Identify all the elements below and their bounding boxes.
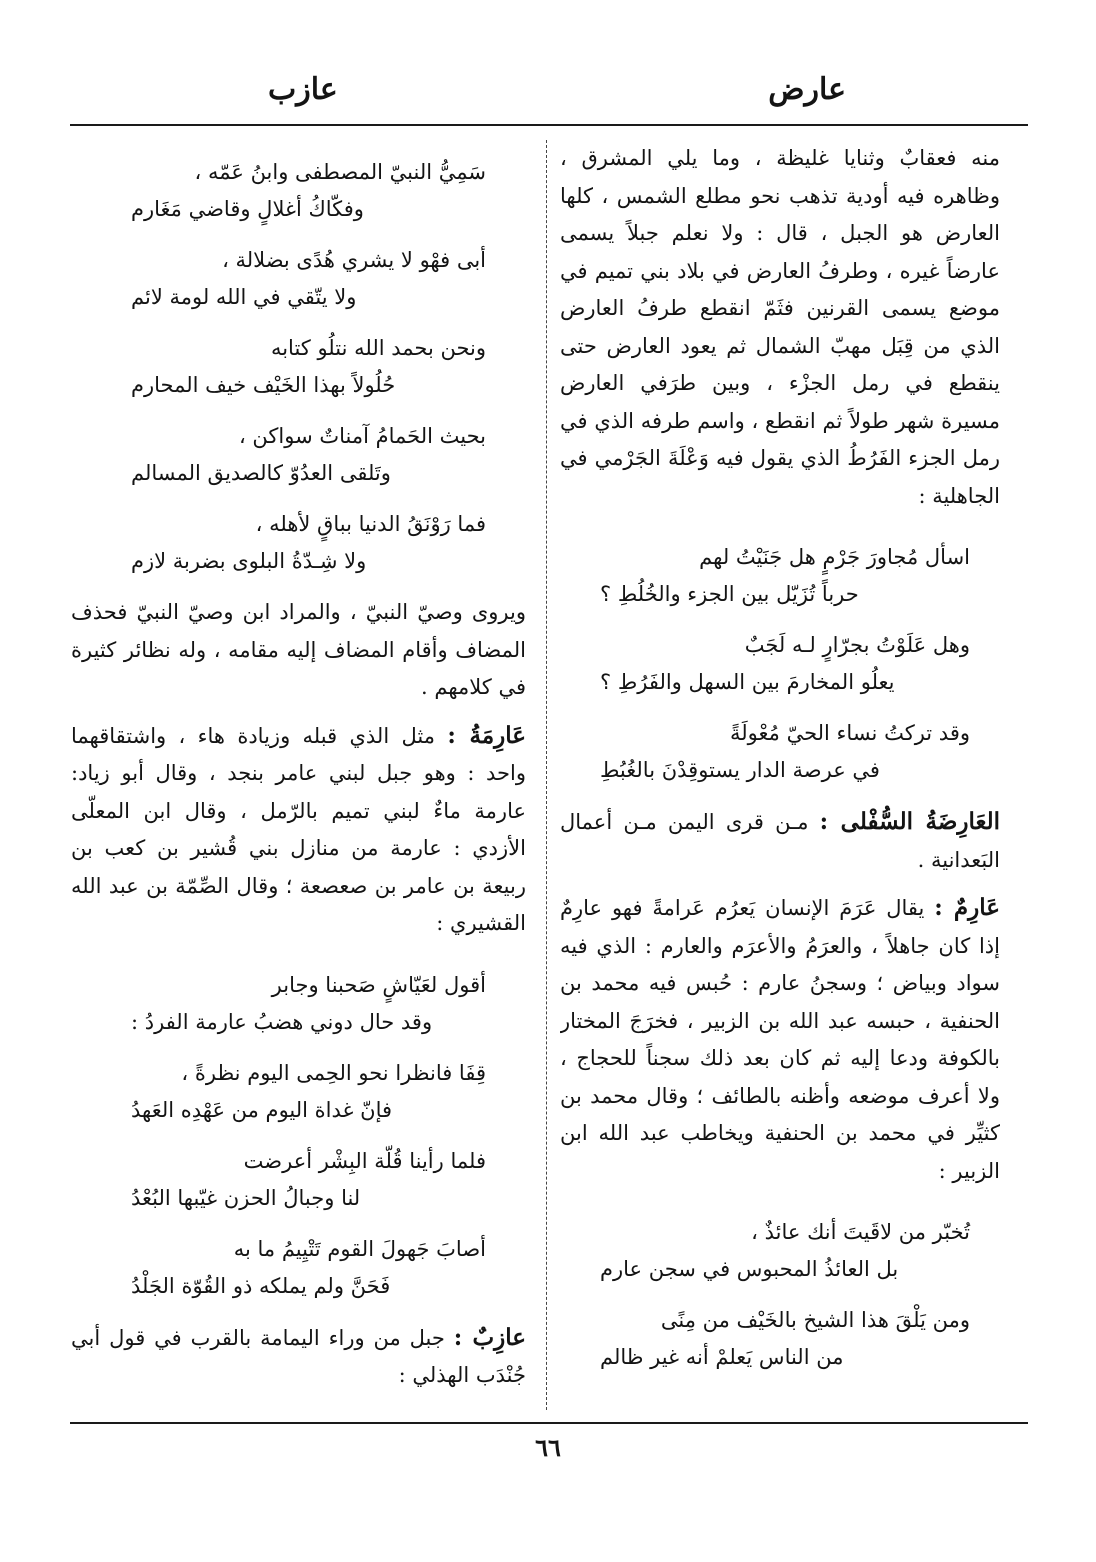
prose-paragraph: ويروى وصيّ النبيّ ، والمراد ابن وصيّ النبيّ فحذف المضاف وأقام المضاف إليه مقامه ، وله نظائر كثيرة في كلامهم . [71,600,526,699]
entry-spacer [560,1190,1000,1200]
verse-first-hemistich: تُخبّر من لاقَيتَ أنك عائذٌ ، [751,1220,970,1244]
dictionary-entry [560,889,1000,1190]
verse [71,154,526,228]
right-column [560,140,1000,1410]
entry-definition: مـن قرى اليمن مـن أعمال البَعدانية . [560,810,1000,872]
verse-second-hemistich: بل العائذُ المحبوس في سجن عارم [600,1257,899,1281]
entry-spacer [560,879,1000,889]
verse-first-hemistich: فما رَوْنَقُ الدنيا بباقٍ لأهله ، [255,512,486,536]
verse [560,1302,1000,1376]
running-header-left: عازب [268,72,338,107]
verse-first-hemistich: بحيث الحَمامُ آمناتٌ سواكن ، [238,424,486,448]
bottom-rule [70,1422,1028,1424]
verse-second-hemistich: وفكّاكُ أغلالٍ وقاضي مَغَارم [131,197,364,221]
verse-second-hemistich: فإنّ غداة اليوم من عَهْدِه العَهدُ [131,1097,393,1122]
entry-spacer [71,1395,526,1405]
page-number: ٦٦ [535,1433,561,1462]
running-header-right: عارض [768,72,846,107]
verse [560,539,1000,613]
verse [71,1143,526,1217]
verse [71,506,526,580]
entry-headword: العَارِضَةُ السُّفْلى : [819,808,1000,835]
dictionary-entry [560,803,1000,879]
verse-second-hemistich: وتَلقى العدُوّ كالصديق المسالم [131,461,391,485]
verse-first-hemistich: أصابَ جَهولَ القوم تَتْيِيمُ ما به [233,1236,486,1261]
entry-definition: يقال عَرَمَ الإنسان يَعرُم عَرامةً فهو عارِمٌ إذا كان جاهلاً ، والعرَمُ والأعرَم والعارم : الذي فيه سواد وبياض ؛ وسجنُ عارم : حُبس فيه محمد بن الحنفية ، حبسه عبد الله بن الزبير ، فخرَجَ المختار بالكوفة ودعا إليه ثم كان بعد ذلك سجناً للحجاج ، ولا أعرف موضعه وأظنه بالطائف ؛ وقال محمد بن كثيِّر في محمد بن الحنفية ويخاطب عبد الله ابن الزبير : [560,896,1000,1183]
verse-second-hemistich: حُلُولاً بهذا الخَيْف خيف المحارم [131,373,396,397]
verse-second-hemistich: من الناس يَعلمْ أنه غير ظالم [600,1345,844,1369]
verse-second-hemistich: في عرصة الدار يستوقِدْنَ بالغُبُطِ [600,758,880,782]
verse [71,967,526,1041]
verse [71,1055,526,1129]
paragraph-spacer [560,515,1000,525]
entry-headword: عَارِمٌ : [934,894,1000,921]
paragraph-spacer [71,707,526,717]
entry-definition: جبل من وراء اليمامة بالقرب في قول أبي جُنْدَب الهذلي : [71,1325,526,1387]
verse-first-hemistich: ومن يَلْقَ هذا الشيخ بالخَيْف من مِنًى [660,1308,970,1332]
verse [560,715,1000,789]
verse-second-hemistich: ولا شِـدّةُ البلوى بضربة لازم [131,549,367,573]
top-rule [70,124,1028,126]
verse [560,1214,1000,1288]
verse-first-hemistich: سَمِيُّ النبيّ المصطفى وابنُ عَمّه ، [194,160,486,184]
dictionary-entry [71,1319,526,1395]
verse-first-hemistich: قِفَا فانظرا نحو الحِمى اليوم نظرةً ، [181,1060,486,1085]
verse-first-hemistich: وقد تركتُ نساء الحيّ مُعْولَةً [730,721,970,745]
verse-first-hemistich: أقول لعَيّاشٍ صَحبنا وجابر [271,972,486,997]
verse [71,242,526,316]
verse [560,627,1000,701]
column-divider [546,140,547,1410]
verse-first-hemistich: ونحن بحمد الله نتلُو كتابه [270,336,486,360]
verse [71,418,526,492]
verse [71,330,526,404]
verse-first-hemistich: فلما رأينا قُلّة البِشْر أعرضت [243,1148,486,1173]
verse-second-hemistich: حرباً تُزَيّل بين الجزء والخُلُطِ ؟ [600,582,859,606]
verse-second-hemistich: وقد حال دوني هضبُ عارمة الفردُ : [131,1009,433,1034]
verse-first-hemistich: وهل عَلَوْتُ بجرّارٍ لـه لَجَبٌ [744,633,970,657]
entry-spacer [71,943,526,953]
verse [71,1231,526,1305]
entry-definition: مثل الذي قبله وزيادة هاء ، واشتقاقهما واحد : وهو جبل لبني عامر بنجد ، وقال أبو زياد: عارمة ماءٌ لبني تميم بالرّمل ، وقال ابن المعلّى الأزدي : عارمة من منازل بني قُشير بن كعب بن ربيعة بن عامر بن صعصعة ؛ وقال الصِّمّة بن عبد الله القشيري : [71,723,526,935]
verse-second-hemistich: ولا يتّقي في الله لومة لائم [131,285,357,309]
left-column [71,140,526,1410]
verse-second-hemistich: لنا وجبالُ الحزن غيّبها البُعْدُ [131,1185,361,1210]
dictionary-entry [71,717,526,943]
verse-second-hemistich: فَحَنَّ ولم يملكه ذو القُوّة الجَلْدُ [131,1273,391,1298]
entry-headword: عازِبٌ : [453,1323,526,1351]
verse-second-hemistich: يعلُو المخارمَ بين السهل والفَرُطِ ؟ [600,670,895,694]
verse-first-hemistich: اسأل مُجاورَ جَرْمٍ هل جَنَيْتُ لهم [699,545,970,569]
entry-headword: عَارِمَةُ : [447,721,526,749]
prose-paragraph: منه فعقابٌ وثنايا غليظة ، وما يلي المشرق ، وظاهره فيه أودية تذهب نحو مطلع الشمس ، كلها العارض هو الجبل ، قال : ولا نعلم جبلاً يسمى عارضاً غيره ، وطرفُ العارض في بلاد بني تميم في موضع يسمى القرنين فثَمّ انقطع طرفُ العارض الذي من قِبَل مهبّ الشمال ثم يعود العارض حتى ينقطع في رمل الجزْء ، وبين طرَفي العارض مسيرة شهر طولاً ثم انقطع ، واسم طرفه الذي في رمل الجزء الفَرُطُ الذي يقول فيه وَعْلَةَ الجَرْمي في الجاهلية : [560,146,1000,508]
verse-first-hemistich: أبى فهْو لا يشري هُدًى بضلالة ، [222,248,486,272]
